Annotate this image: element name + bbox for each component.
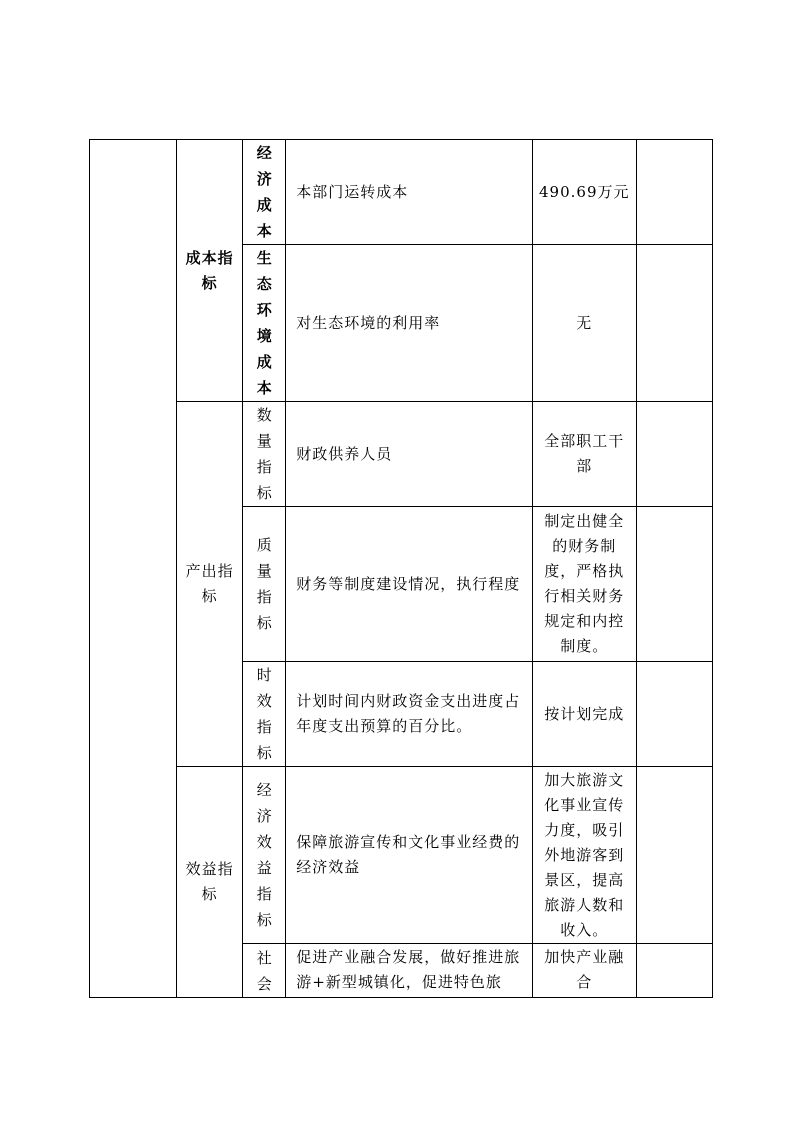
level3-quantity: 数 量 指 标 <box>243 402 286 507</box>
value-industry-integration: 加快产业融合 <box>532 944 636 998</box>
level3-social: 社 会 <box>243 944 286 998</box>
empty-cell <box>636 245 712 402</box>
level1-cell <box>90 140 177 998</box>
value-staff: 全部职工干部 <box>532 402 636 507</box>
value-spending-progress: 按计划完成 <box>532 662 636 767</box>
table-row <box>90 767 713 944</box>
value-eco-utilization: 无 <box>532 245 636 402</box>
level3-timeliness: 时 效 指 标 <box>243 662 286 767</box>
value-operating-cost: 490.69万元 <box>532 140 636 245</box>
empty-cell <box>636 140 712 245</box>
indicator-industry-integration: 促进产业融合发展，做好推进旅游+新型城镇化，促进特色旅 <box>286 944 532 998</box>
level2-cost-indicator: 成本指标 <box>177 140 243 402</box>
performance-indicator-table <box>89 139 713 998</box>
value-tourism-funding: 加大旅游文化事业宣传力度，吸引外地游客到景区，提高旅游人数和收入。 <box>532 767 636 944</box>
indicator-tourism-funding: 保障旅游宣传和文化事业经费的经济效益 <box>286 767 532 944</box>
indicator-operating-cost: 本部门运转成本 <box>286 140 532 245</box>
indicator-spending-progress: 计划时间内财政资金支出进度占年度支出预算的百分比。 <box>286 662 532 767</box>
table-row <box>90 140 713 245</box>
level3-quality: 质 量 指 标 <box>243 507 286 662</box>
level3-economic-cost: 经 济 成 本 <box>243 140 286 245</box>
table-row <box>90 402 713 507</box>
level3-ecological-cost: 生 态 环 境 成 本 <box>243 245 286 402</box>
level2-benefit-indicator: 效益指标 <box>177 767 243 998</box>
empty-cell <box>636 767 712 944</box>
level2-output-indicator: 产出指标 <box>177 402 243 767</box>
empty-cell <box>636 944 712 998</box>
indicator-system-building: 财务等制度建设情况，执行程度 <box>286 507 532 662</box>
indicator-staff: 财政供养人员 <box>286 402 532 507</box>
value-system-building: 制定出健全的财务制度，严格执行相关财务规定和内控制度。 <box>532 507 636 662</box>
empty-cell <box>636 507 712 662</box>
empty-cell <box>636 662 712 767</box>
level3-economic-benefit: 经 济 效 益 指 标 <box>243 767 286 944</box>
indicator-eco-utilization: 对生态环境的利用率 <box>286 245 532 402</box>
empty-cell <box>636 402 712 507</box>
